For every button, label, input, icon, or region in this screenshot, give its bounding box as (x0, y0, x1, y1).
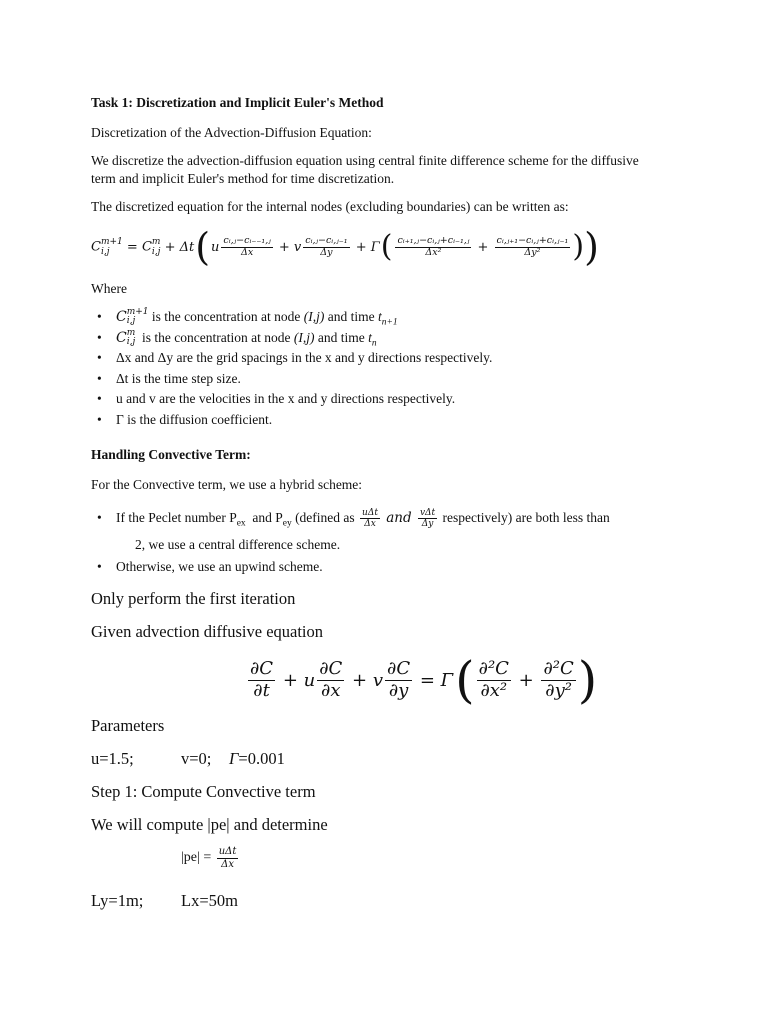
length-x: Lx=50m (181, 891, 238, 910)
intro-line-1: We discretize the advection-diffusion equation using central finite difference scheme for the diffusive (91, 153, 639, 168)
param-u: u=1.5; (91, 749, 134, 768)
compute-pe-label: We will compute |pe| and determine (91, 815, 328, 834)
convective-intro: For the Convective term, we use a hybrid scheme: (91, 477, 363, 492)
peclet-equation: |pe| = $\frac{\text{uΔt}}{\Delta x}$ (181, 846, 237, 870)
length-y: Ly=1m; (91, 891, 144, 910)
list-item: • Δt is the time step size. (116, 369, 492, 390)
given-equation-label: Given advection diffusive equation (91, 622, 324, 641)
discretized-equation: C m+1 i,j = C m i,j + Δt ( u $\frac{\text{cᵢ,ⱼ−cᵢ₋₋₁,ⱼ}}{\Delta x}$ + v $\frac{\text{cᵢ,ⱼ−cᵢ,ⱼ₋₁}}{\Delta y}$ + Γ ( $\frac{\text{cᵢ₊₁,ⱼ−cᵢ,ⱼ+cᵢ₋₁,ⱼ}}{\text{Δx²}}$ + $\frac{\text{cᵢ,ⱼ₊₁−cᵢ,ⱼ+cᵢ,ⱼ₋₁}}{\text{Δy²}}$ ) ) (91, 225, 599, 269)
list-item: • If the Peclet number $P_{ex}$ and $P_{ey}$ (defined as $\frac{\text{uΔt}}{\Delta x}$ and $\frac{\text{vΔt}}{\Delta y}$ respectively) are both less than (116, 506, 610, 530)
advection-diffusion-equation: $\frac{\partial C}{\partial t}$ + u $\frac{\partial C}{\partial x}$ + v $\frac{\partial C}{\partial y}$ = Γ ( $\frac{\text{∂²C}}{\text{∂x²}}$ + $\frac{\text{∂²C}}{\text{∂y²}}$ ) (250, 651, 598, 709)
list-item: • Γ is the diffusion coefficient. (116, 410, 492, 431)
step1-label: Step 1: Compute Convective term (91, 782, 316, 801)
definitions-list (116, 307, 492, 431)
eq-c-m: C m i,j (141, 237, 161, 257)
task-title: Task 1: Discretization and Implicit Euler's Method (91, 95, 384, 110)
discretization-heading: Discretization of the Advection-Diffusion Equation: (91, 125, 372, 140)
list-item: • u and v are the velocities in the x and y directions respectively. (116, 389, 492, 410)
parameters-label: Parameters (91, 716, 165, 735)
hybrid-scheme-list-2 (116, 557, 323, 578)
eq-frac-4: $\frac{\text{cᵢ,ⱼ₊₁−cᵢ,ⱼ+cᵢ,ⱼ₋₁}}{\text{Δy²}}$ (496, 234, 569, 258)
intro-line-2: term and implicit Euler's method for time discretization. (91, 171, 395, 186)
list-item: • C m i,j is the concentration at node (I,j) and time $t_n$ (116, 328, 492, 349)
list-item: • C m+1 i,j is the concentration at node (I,j) and time $t_{n+1}$ (116, 307, 492, 328)
convective-heading: Handling Convective Term: (91, 447, 251, 462)
discretized-intro: The discretized equation for the internal nodes (excluding boundaries) can be written as: (91, 199, 569, 214)
list-item: • Otherwise, we use an upwind scheme. (116, 557, 323, 578)
eq-frac-1: $\frac{\text{cᵢ,ⱼ−cᵢ₋₋₁,ⱼ}}{\Delta x}$ (223, 234, 271, 258)
list-item: • Δx and Δy are the grid spacings in the x and y directions respectively. (116, 348, 492, 369)
param-v: v=0; (181, 749, 212, 768)
hybrid-scheme-list (116, 506, 610, 530)
first-iteration-note: Only perform the first iteration (91, 589, 296, 608)
eq-frac-3: $\frac{\text{cᵢ₊₁,ⱼ−cᵢ,ⱼ+cᵢ₋₁,ⱼ}}{\text{Δx²}}$ (397, 234, 470, 258)
eq-frac-2: $\frac{\text{cᵢ,ⱼ−cᵢ,ⱼ₋₁}}{\Delta y}$ (305, 234, 348, 258)
eq-lhs: C m+1 i,j (91, 237, 123, 257)
param-gamma (229, 748, 285, 770)
where-label: Where (91, 281, 127, 296)
param-gamma-text: Γ=0.001 (229, 749, 285, 768)
list-item-continuation: 2, we use a central difference scheme. (135, 537, 341, 552)
